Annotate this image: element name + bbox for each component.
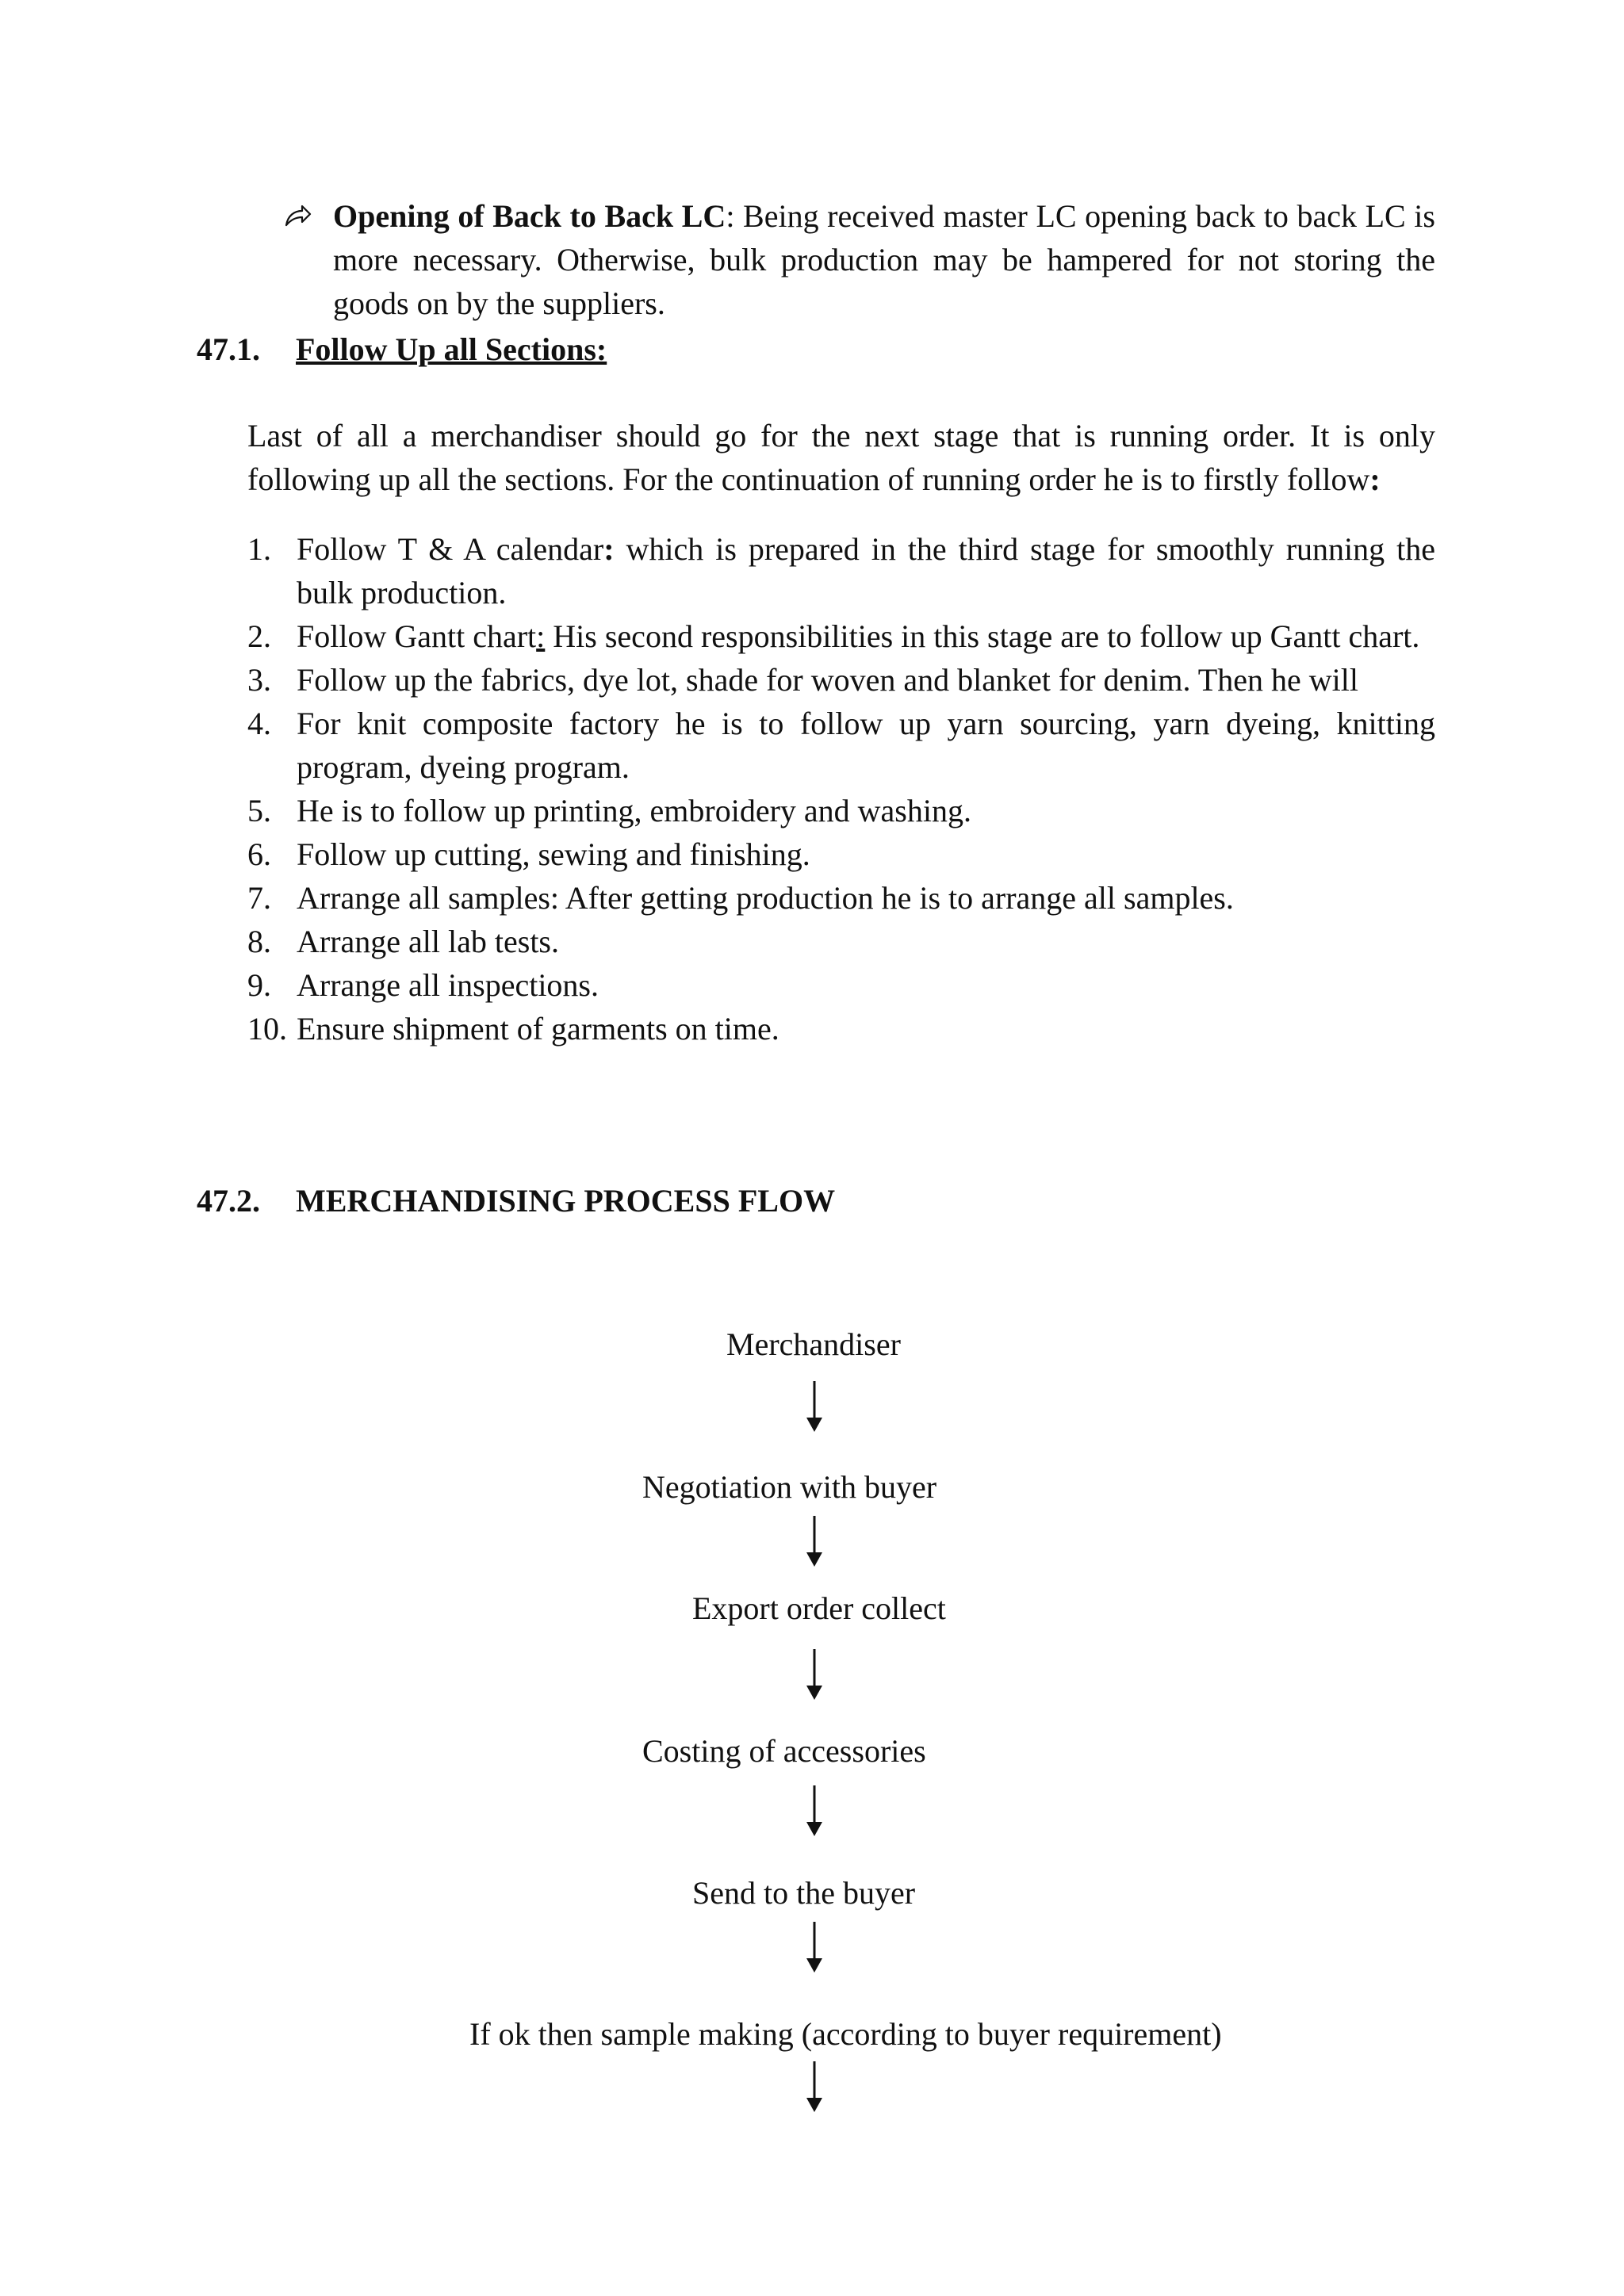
flow-step: Merchandiser [726,1326,901,1362]
list-item-text: Arrange all samples: After getting production he is to arrange all samples. [297,880,1234,916]
flow-step: If ok then sample making (according to buyer requirement) [469,2016,1222,2052]
list-item-number: 3. [247,662,271,698]
list-item-sep: : [536,618,546,654]
list-item-text: Arrange all lab tests. [297,924,559,959]
list-item-lead: Follow Gantt chart [297,618,537,654]
intro-colon: : [1369,461,1381,497]
list-item-text: Arrange all inspections. [297,967,599,1003]
down-arrow-icon [805,1516,824,1567]
list-item-text: Ensure shipment of garments on time. [297,1011,779,1047]
list-item-text: He is to follow up printing, embroidery and washing. [297,793,971,828]
down-arrow-icon [805,1381,824,1432]
down-arrow-icon [805,1785,824,1836]
list-item-number: 4. [247,706,271,741]
list-item-text: Follow up cutting, sewing and finishing. [297,836,810,872]
bullet-term: Opening of Back to Back LC [333,198,726,234]
flow-step: Export order collect [692,1590,946,1626]
section-title: MERCHANDISING PROCESS FLOW [296,1183,836,1219]
down-arrow-icon [805,1922,824,1973]
flow-step: Costing of accessories [642,1733,926,1769]
list-item-number: 7. [247,880,271,916]
intro-text: Last of all a merchandiser should go for the next stage that is running order. It is only following up all the sections. For the continuation of running order he is to firstly follow [247,418,1435,497]
list-item-number: 10. [247,1011,287,1047]
bullet-text: : Being received master LC opening back to back LC is more necessary. Otherwise, bulk production may be hampered for not storing the goods on by the suppliers. [333,198,1435,321]
list-item-number: 8. [247,924,271,959]
list-item-lead: Follow T & A calendar [297,531,604,567]
list-item-sep: : [603,531,615,567]
list-item-text: For knit composite factory he is to follow up yarn sourcing, yarn dyeing, knitting program, dyeing program. [297,706,1435,785]
section-title: Follow Up all Sections: [296,331,607,367]
list-item-number: 9. [247,967,271,1003]
section-number: 47.1. [197,331,260,367]
list-item-text: which is prepared in the third stage for smoothly running the bulk production. [297,531,1435,610]
down-arrow-icon [805,2061,824,2112]
list-item-number: 5. [247,793,271,828]
down-arrow-icon [805,1649,824,1700]
list-item-number: 2. [247,618,271,654]
list-item-number: 1. [247,531,271,567]
flow-step: Send to the buyer [692,1875,916,1911]
flow-step: Negotiation with buyer [642,1469,937,1505]
list-item-text: Follow up the fabrics, dye lot, shade for woven and blanket for denim. Then he will [297,662,1358,698]
list-item-number: 6. [247,836,271,872]
section-number: 47.2. [197,1183,260,1219]
list-item-text: His second responsibilities in this stage are to follow up Gantt chart. [545,618,1420,654]
